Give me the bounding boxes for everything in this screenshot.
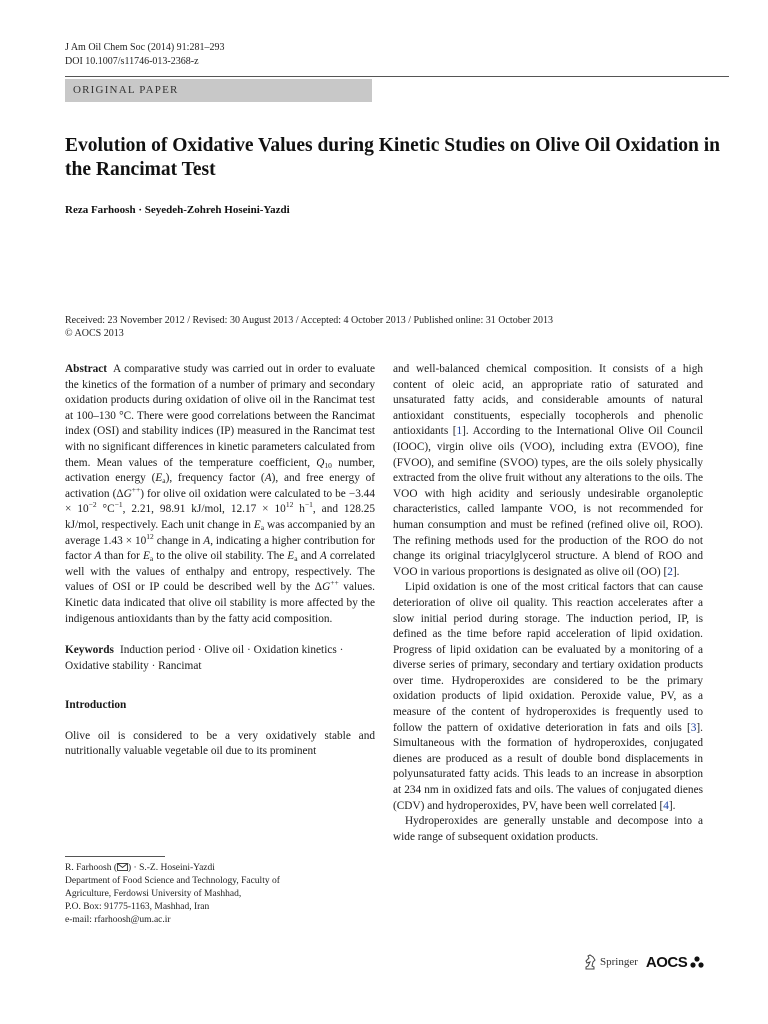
article-title: Evolution of Oxidative Values during Kinetic Studies on Olive Oil Oxidation in the Rancimat Test — [65, 135, 720, 180]
corresponding-author-line: R. Farhoosh ( ) · S.-Z. Hoseini-Yazdi — [65, 863, 215, 873]
springer-wordmark: Springer — [600, 956, 638, 968]
address-line: P.O. Box: 91775-1163, Mashhad, Iran — [65, 902, 210, 912]
reference-link[interactable]: 4 — [663, 799, 669, 812]
body-paragraph: Lipid oxidation is one of the most critical factors that can cause deterioration of olive oil quality. This reaction accelerates after a slow initial period during storage. The induction period, IP, is defined as the time before rapid acceleration of lipid oxidation. Progress of lipid oxidation can be evaluated by a monitoring of a diverse series of primary, secondary and tertiary oxidation products over time. Hydroperoxides are considered to be the primary oxidation products of lipid oxidation. Peroxide value, PV, as a measure of the content of hydroperoxides is frequently used to follow the pattern of oxidative deterioration in fats and oils [3]. Simultaneous with the formation of hydroperoxides, conjugated dienes are produced as a result of double bond displacements in polyunsaturated fatty acids. This leads to an increase in absorption at 234 nm in oxidized fats and oils. The values of conjugated dienes (CDV) and hydroperoxides, PV, have been well correlated [4]. — [393, 581, 703, 812]
keywords-label: Keywords — [65, 644, 114, 657]
footnote-rule — [65, 856, 165, 857]
keywords-list: Induction period · Olive oil · Oxidation kinetics · Oxidative stability · Rancimat — [65, 644, 344, 672]
reference-link[interactable]: 1 — [456, 425, 463, 438]
envelope-icon[interactable] — [117, 863, 128, 871]
paper-type-banner: ORIGINAL PAPER — [65, 79, 372, 102]
affiliation-line: Agriculture, Ferdowsi University of Mashhad, — [65, 889, 242, 899]
history-dates: Received: 23 November 2012 / Revised: 30 August 2013 / Accepted: 4 October 2013 / Published online: 31 October 2013 — [65, 315, 553, 326]
body-paragraph: and well-balanced chemical composition. It consists of a high content of oleic acid, an appropriate ratio of saturated and unsaturated fatty acids, and considerable amounts of natural antioxidant constituents, especially tocopherols and phenolic antioxidants [1]. According to the International Olive Oil Council (IOOC), virgin olive oils (VOO), including extra (EVOO), fine (FVOO), and semifine (SVOO) types, are the oils solely physically extracted from the olive fruit without any alterations to the oils. The VOO with high acidity and seriously undesirable organoleptic characteristics, called lampante VOO, is not recommended for human consumption and must be refined (refined olive oil, ROO). The refining methods used for the production of the ROO do not change its original triacylglycerol structure. A blend of ROO and VOO in various proportions is designated as olive oil (OO) [2]. — [393, 363, 703, 578]
right-column — [393, 362, 703, 845]
doi-line[interactable]: DOI 10.1007/s11746-013-2368-z — [65, 56, 199, 67]
publisher-logos — [583, 950, 705, 974]
reference-link[interactable]: 2 — [667, 565, 673, 578]
copyright-line: © AOCS 2013 — [65, 328, 124, 339]
abstract: Abstract A comparative study was carried out in order to evaluate the kinetics of the formation of a number of primary and secondary oxidation products during oxidation of olive oil in the Rancimat test at 100–130 °C. There were good correlations between the Rancimat index (OSI) and stability indices (IP) measured in the Rancimat test with no significant differences in kinetic parameters calculated from them. Mean values of the temperature coefficient, $Q_{10}$ number, activation energy $(E_a)$, frequency factor (A), and free energy of activation (ΔG++) for olive oil oxidation were calculated to be $-3.44 \times 10^{-2}$ $^\circ C^{-1}$, 2.21, 98.91 kJ/mol, $12.17 \times 10^{12}$ $h^{-1}$, and 128.25 kJ/mol, respectively. Each unit change in $E_a$ was accompanied by an average $1.43 \times 10^{12}$ change in A, indicating a higher contribution for factor A than for $E_a$ to the olive oil stability. The $E_a$ and A correlated well with the values of enthalpy and entropy, respectively. The values of OSI or IP could be described well by the ΔG++ values. Kinetic data indicated that olive oil stability is more affected by the indigenous antioxidants than by the fatty acid composition. — [65, 363, 376, 625]
intro-paragraph: Olive oil is considered to be a very oxidatively stable and nutritionally valuable vegetable oil due to its prominent — [65, 729, 375, 758]
springer-knight-icon — [583, 954, 597, 970]
header-rule — [65, 76, 729, 77]
aocs-wordmark: AOCS — [645, 953, 688, 971]
email-link[interactable]: e-mail: rfarhoosh@um.ac.ir — [65, 915, 171, 925]
journal-citation: J Am Oil Chem Soc (2014) 91:281–293 — [65, 42, 225, 53]
affiliation-line: Department of Food Science and Technology, Faculty of — [65, 876, 280, 886]
aocs-logo-icon — [689, 955, 705, 969]
author-affiliation-footnote — [65, 862, 375, 927]
left-column — [65, 362, 375, 760]
publication-history — [65, 314, 553, 340]
reference-link[interactable]: 3 — [690, 721, 697, 734]
body-paragraph: Hydroperoxides are generally unstable and decompose into a wide range of subsequent oxidation products. — [393, 815, 703, 843]
abstract-label: Abstract — [65, 363, 108, 375]
section-heading-introduction: Introduction — [65, 699, 127, 712]
author-list[interactable]: Reza Farhoosh · Seyedeh-Zohreh Hoseini-Yazdi — [65, 204, 290, 216]
keywords — [65, 643, 375, 674]
